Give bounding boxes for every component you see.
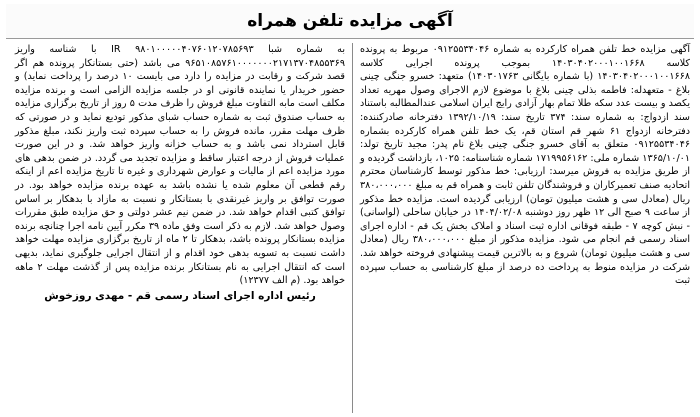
column-divider: [352, 43, 353, 413]
left-column-text: به شماره شبا IR ۹۸۰۱۰۰۰۰۰۴۰۷۶۰۱۲۰۷۸۵۶۹۳ با شناسه واریز ۹۶۵۱۰۸۵۷۶۱۰۰۰۰۰۰۰۲۱۷۱۳۷۰۴۸۵۵۳۶۹ می باشد (حتی بستانکار پرونده هم اگر قصد شرکت و رقابت در مزایده را دارد می بایست ۱۰ درصد را پرداخت نماید) و حضور خریدار یا نماینده قانونی او در جلسه مزایده الزامی است و برنده مزایده مکلف است مابه التفاوت مبلغ فروش را ظرف مدت ۵ روز از تاریخ برگزاری مزایده به حساب صندوق ثبت به شماره حساب شبای مذکور تودیع نماید و در صورتی که ظرف مهلت مقرر، مانده فروش را به حساب سپرده ثبت واریز نکند، مبلغ مذکور قابل استرداد نمی باشد و به حساب خزانه واریز خواهد شد. و در این صورت عملیات فروش از درجه اعتبار ساقط و مزایده تجدید می گردد. در ضمن بدهی های مورد مزایده اعم از مالیات و عوارض شهرداری و غیره تا تاریخ مزایده اعم از اینکه رقم قطعی آن معلوم شده یا نشده باشد به عهده برنده مزایده خواهد بود. در صورت توافق بر واریز غیرنقدی با بستانکار و نسبت به مازاد با بدهکار بر اساس توافق کتبی اقدام خواهد شد. در ضمن نیم عشر دولتی و حق مزایده طبق مقررات وصول خواهد شد. لازم به ذکر است وفق ماده ۳۹ مکرر آیین نامه اجرا چنانچه برنده مزایده بستانکار پرونده باشد، بدهکار تا ۲ ماه از تاریخ برگزاری مزایده مهلت خواهد داشت نسبت به تسویه بدهی خود اقدام و از انتقال اجرایی جلوگیری نماید، بدیهی است که انتقال اجرایی به نام بستانکار برنده مزایده پس از گذشت مهلت ۲ ماهه خواهد بود. (م الف ۱۲۳۷۷): [15, 44, 345, 287]
notice-title: آگهی مزایده تلفن همراه: [247, 11, 453, 31]
notice-header: [6, 4, 694, 39]
notice-body: [6, 43, 694, 413]
right-column: [356, 43, 694, 413]
left-column: [11, 43, 349, 413]
signature: رئیس اداره اجرای اسناد رسمی قم - مهدی روزخوش: [44, 289, 316, 302]
right-column-text: آگهی مزایده خط تلفن همراه کارکرده به شماره ۰۹۱۲۵۵۳۴۰۴۶ مربوط به پرونده کلاسه ۱۴۰۳۰۴۰۲۰۰۰۱۰۰۱۶۶۸ بموجب پرونده اجرایی کلاسه ۱۴۰۳۰۴۰۲۰۰۰۱۰۰۱۶۶۸ (با شماره بایگانی ۱۴۰۳۰۱۷۶۳) متعهد: خسرو جنگی چینی بلاغ - متعهدله: فاطمه بذلی چینی بلاغ با موضوع لازم الاجرای وصول مهریه تعداد یکصد و بیست عدد سکه طلا تمام بهار آزادی رایج ایران اسلامی عندالمطالبه باستناد سند ازدواج: به شماره سند: ۳۷۴ تاریخ سند: ۱۳۹۲/۱۰/۱۹ دفترخانه صادرکننده: دفترخانه ازدواج ۶۱ شهر قم استان قم، یک خط تلفن همراه کارکرده بشماره ۰۹۱۲۵۵۳۴۰۴۶ متعلق به آقای خسرو جنگی چینی بلاغ نام پدر: مجید تاریخ تولد: ۱۳۶۵/۱۰/۰۱ شماره ملی: ۱۷۱۹۹۵۶۱۶۲ شماره شناسنامه: ۱۰۲۵، بازداشت گردیده و از طریق مزایده به فروش میرسد: ارزیابی: خط مذکور توسط کارشناسان محترم اتحادیه صنف تعمیرکاران و فروشندگان تلفن ثابت و همراه قم به مبلغ ۳۸۰،۰۰۰،۰۰۰ ریال (معادل سی و هشت میلیون تومان) ارزیابی گردیده است. مزایده خط مذکور از ساعت ۹ صبح الی ۱۲ ظهر روز دوشنبه ۱۴۰۴/۰۲/۰۸ در خیابان ساحلی (لواسانی) - نبش کوچه ۷ - طبقه فوقانی اداره ثبت اسناد و املاک بخش یک قم - اداره اجرای اسناد رسمی قم انجام می شود. مزایده مذکور از مبلغ ۳۸۰،۰۰۰،۰۰۰ ریال (معادل سی و هشت میلیون تومان) شروع و به بالاترین قیمت پیشنهادی فروخته خواهد شد. شرکت در مزایده منوط به پرداخت ده درصد از مبلغ کارشناسی به حساب سپرده ثبت: [360, 44, 691, 287]
